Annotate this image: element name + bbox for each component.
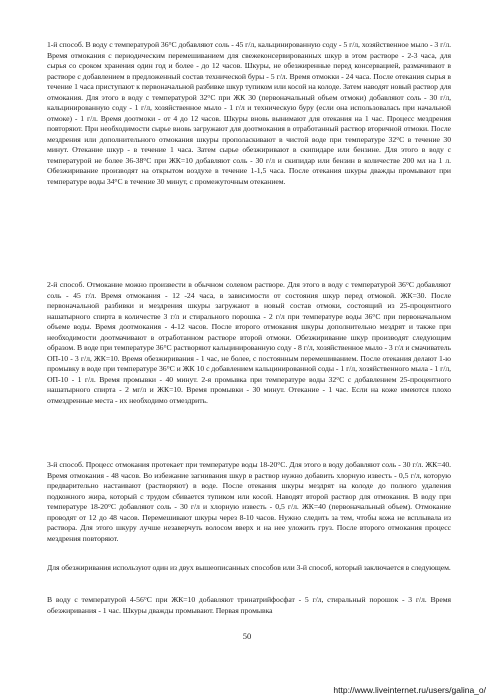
paragraph-method-3: 3-й способ. Процесс отмокания протекает при температуре воды 18-20°С. Для этого в воду добавляют соль - 30 г/л. ЖК=40. Время отмокания - 48 часов. Во избежание загнивания шкур в раствор нужно добавить хлорную известь - 0,5 г/л, которую предварительно настаивают (растворяют) в воде. После отекания шкуры мездрят на колоде до полного удаления подкожного жира, который с трудом сбивается тупиком или косой. Наводят второй раствор для отмокания. В воду при температуре 18-20°С добавляют соль - 30 г/л и хлорную известь - 0,5 г/л. ЖК=40 (первоначальный объем). Отмокание проводят от 12 до 48 часов. Перемешивают шкуры через 8-10 часов. Нужно следить за тем, чтобы кожа не всплывала из раствора. Для этого шкуру лучше незаверчуть волосом вверх и на нее уложить груз. После второго отмокания процесс мездрения повторяют. <box>47 460 451 543</box>
footer-url: http://www.liveinternet.ru/users/galina_o/ <box>333 685 486 695</box>
page-number: 50 <box>242 631 252 641</box>
paragraph-method-1: 1-й способ. В воду с температурой 36°С добавляют соль - 45 г/л, кальцинированную соду - 5 г/л, хозяйственное мыло - 3 г/л. Время отмокания с периодическим перемешиванием для свежеконсервированных шкур в этом растворе - 2-3 часа, для сырья со сроком хранения один год и более - до 12 часов. Шкуры, не обезжиренные перед консервацией, размачивают в растворе с добавлением в предложенный состав технической буры - 5 г/л. Время отмокки - 24 часа. После отекания сырья в течение 1 часа приступают к первоначальной разбивке шкур тупиком или косой на колоде. Затем наводят новый раствор для отмокания. Для этого в воду с температурой 32°С при ЖК 30 (первоначальный объем отмоки) добавляют соль - 30 г/л, кальцинированную соду - 1 г/л, хозяйственное мыло - 1 г/л и техническую буру (если она использовалась при начальной отмоке) - 1 г/л. Время доотмоки - от 4 до 12 часов. Шкуры вновь вынимают для отекания на 1 час. Процесс мездрения повторяют. При необходимости сырье вновь загружают для доотмокания в отработанный раствор вторичной отмоки. После мездрения или дополнительного отмокания шкуры прополаскивают в чистой воде при температуре 32°С в течение 30 минут. Отекание шкур - в течение 1 часа. Затем сырье обезжиривают в скипидаре или бензине. Для этого в воду с температурой не более 36-38°С при ЖК=10 добавляют соль - 30 г/л и скипидар или бензин в количестве 200 мл на 1 л. Обезжиривание производят на открытом воздухе в течение 1-1,5 часа. После отекания шкуры дважды промывают при температуре воды 34°С в течение 30 минут, с промежуточным отеканием. <box>47 40 451 186</box>
paragraph-degreasing-method: В воду с температурой 4-56°С при ЖК=10 добавляют тринатрийфосфат - 5 г/л, стиральный порошок - 3 г/л. Время обезжиривания - 1 час. Шкуры дважды промывают. Первая промывка <box>47 595 451 615</box>
paragraph-method-2: 2-й способ. Отмокание можно произвести в обычном солевом растворе. Для этого в воду с температурой 36°С добавляют соль - 45 г/л. Время отмокания - 12 -24 часа, в зависимости от состояния шкур перед отмокой. ЖК=30. После первоначальной разбивки и мездрения шкуры загружают в новый состав отмоки, состоящий из 25-процентного нашатырного спирта в количестве 3 г/л и стирального порошка - 2 г/л при температуре воды 36°С при первоначальном объеме воды. Время доотмокания - 4-12 часов. После второго отмокания шкуры дополнительно мездрят и также при необходимости доотмачивают в отработанном растворе второй отмоки. Обезжиривание шкур производят следующим образом. В воде при температуре 36°С растворяют кальцинированную соду - 8 г/л, хозяйственное мыло - 3 г/л и смачиватель ОП-10 - 3 г/л, ЖК=10. Время обезжиривания - 1 час, не более, с постоянным перемешиванием. После отекания делают 1-ю промывку в воде при температуре 36°С и ЖК 10 с добавлением кальцинированной соды - 1 г/л, хозяйственного мыла - 1 г/л, ОП-10 - 1 г/л. Время промывки - 40 минут. 2-я промывка при температуре воды 32°С с добавлением 25-процентного нашатырного спирта - 2 мг/л и ЖК=10. Время промывки - 30 минут. Отекание - 1 час. Если на коже имеются плохо отмездренные места - их необходимо отмездрить. <box>47 280 451 405</box>
paragraph-degreasing-intro: Для обезжиривания используют один из двух вышеописанных способов или 3-й способ, который заключается в следующем. <box>47 563 451 572</box>
